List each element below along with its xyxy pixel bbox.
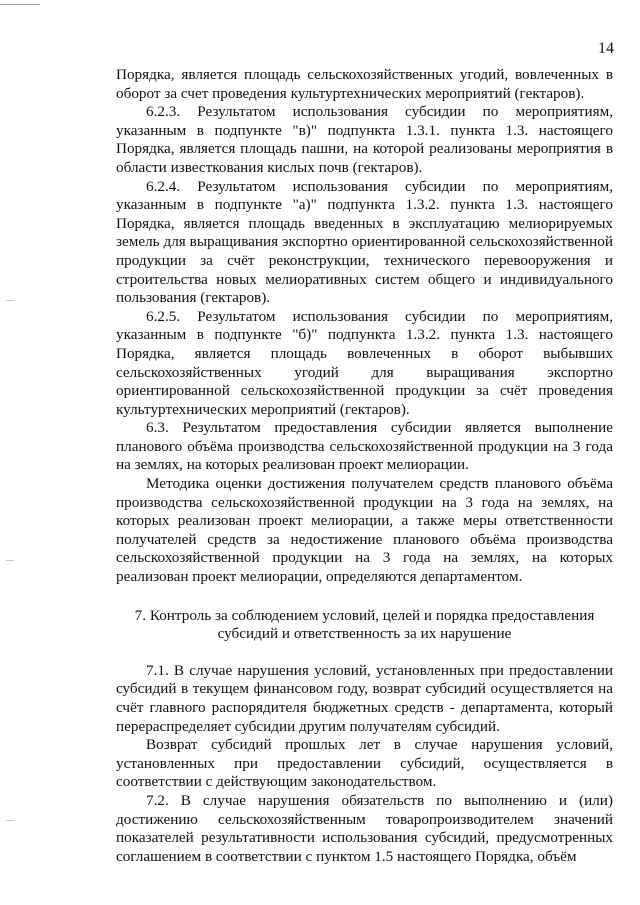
section-7-heading	[116, 607, 613, 644]
paragraph-methodology: Методика оценки достижения получателем средств планового объёма производства сельскохозяйственной продукции на 3 года на землях, на которых реализован проект мелиорации, а также меры ответственности получателей средств за недостижение планового объёма производства сельскохозяйственной продукции на 3 года на землях, на которых реализован проект мелиорации, определяются департаментом.	[116, 475, 613, 586]
paragraph-6-3: 6.3. Результатом предоставления субсидии является выполнение планового объёма производства сельскохозяйственной продукции на 3 года на землях, на которых реализован проект мелиорации.	[116, 419, 613, 474]
scan-corner-mark	[0, 4, 40, 5]
paragraph-6-2-4: 6.2.4. Результатом использования субсидии по мероприятиям, указанным в подпункте "а)" подпункта 1.3.2. пункта 1.3. настоящего Порядка, является площадь введенных в эксплуатацию мелиорируемых земель для выращивания экспортно ориентированной сельскохозяйственной продукции за счёт реконструкции, технического перевооружения и строительства новых мелиоративных систем общего и индивидуального пользования (гектаров).	[116, 177, 613, 307]
paragraph-refund-previous-years: Возврат субсидий прошлых лет в случае нарушения условий, установленных при предоставлении субсидий, осуществляется в соответствии с действующим законодательством.	[116, 736, 613, 791]
paragraph-7-2: 7.2. В случае нарушения обязательств по выполнению и (или) достижению сельскохозяйственным товаропроизводителем значений показателей результативности использования субсидий, предусмотренных соглашением в соответствии с пунктом 1.5 настоящего Порядка, объём	[116, 791, 613, 865]
margin-mark	[6, 820, 14, 821]
paragraph-continuation: Порядка, является площадь сельскохозяйственных угодий, вовлеченных в оборот за счет проведения культуртехнических мероприятий (гектаров).	[116, 66, 613, 102]
margin-mark	[6, 560, 14, 561]
paragraph-6-2-5: 6.2.5. Результатом использования субсидии по мероприятиям, указанным в подпункте "б)" подпункта 1.3.2. пункта 1.3. настоящего Порядка, является площадь вовлеченных в оборот выбывших сельскохозяйственных угодий для выращивания экспортно ориентированной сельскохозяйственной продукции за счёт проведения культуртехнических мероприятий (гектаров).	[116, 307, 613, 418]
page-number: 14	[598, 40, 614, 57]
section-7-heading-line-2: субсидий и ответственность за их нарушение	[217, 625, 512, 643]
paragraph-7-1: 7.1. В случае нарушения условий, установленных при предоставлении субсидий в текущем финансовом году, возврат субсидий осуществляется на счёт главного распорядителя бюджетных средств - департамента, который перераспределяет субсидии другим получателям субсидий.	[116, 661, 613, 735]
document-body	[116, 66, 613, 866]
paragraph-6-2-3: 6.2.3. Результатом использования субсидии по мероприятиям, указанным в подпункте "в)" подпункта 1.3.1. пункта 1.3. настоящего Порядка, является площадь пашни, на которой реализованы мероприятия в области известкования кислых почв (гектаров).	[116, 103, 613, 176]
margin-mark	[6, 300, 14, 301]
section-7-heading-line-1: 7. Контроль за соблюдением условий, целей и порядка предоставления	[134, 606, 595, 624]
